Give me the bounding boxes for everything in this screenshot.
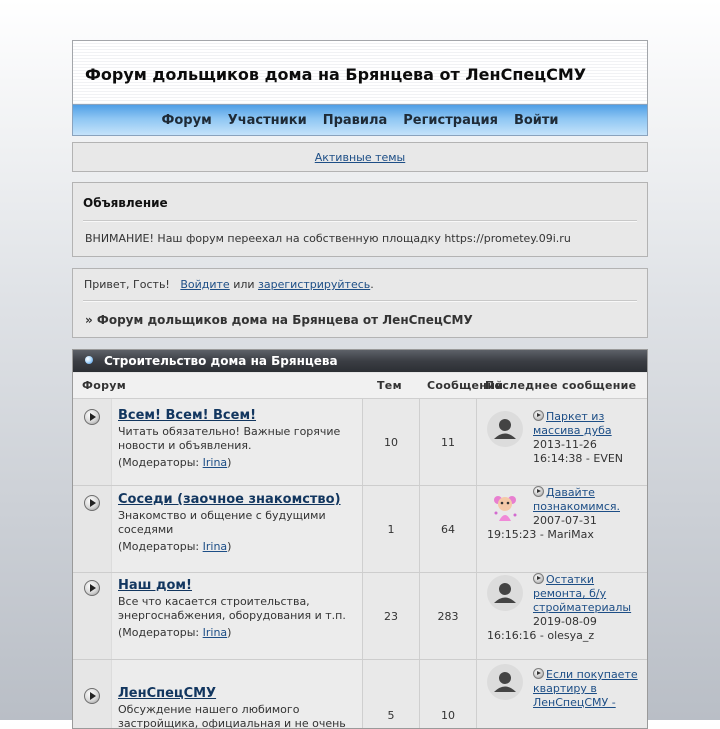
forum-moderators: (Модераторы: Irina) [118,456,232,469]
forum-status-icon [84,688,100,704]
forum-row[interactable] [73,399,647,486]
nav-login[interactable]: Войти [513,112,559,128]
col-topics: Тем [377,379,402,392]
message-count: 11 [419,399,476,485]
forum-moderators: (Модераторы: Irina) [118,626,232,639]
greeting-text: Привет, Гость! [84,278,170,291]
forum-link[interactable]: Всем! Всем! Всем! [118,408,257,423]
last-post-meta: 2007-07-31 19:15:23 - MariMax [487,514,597,541]
announcement-heading: Объявление [83,196,168,210]
message-count: 283 [419,573,476,659]
moderator-link[interactable]: Irina [202,540,228,553]
period: . [370,278,374,291]
forum-row[interactable] [73,660,647,729]
column-headers [73,373,647,399]
category-header [73,350,647,372]
go-to-post-icon [533,573,544,584]
login-link[interactable]: Войдите [180,278,230,291]
go-to-post-icon [533,668,544,679]
announcement-text: ВНИМАНИЕ! Наш форум переехал на собственную площадку https://prometey.09i.ru [85,232,571,245]
nav-rules[interactable]: Правила [322,112,388,128]
breadcrumb: » Форум дольщиков дома на Брянцева от ЛенСпецСМУ [85,313,473,327]
forum-moderators: (Модераторы: Irina) [118,540,232,553]
forum-status-icon [84,580,100,596]
greeting-box [72,268,648,338]
nav-register[interactable]: Регистрация [403,112,498,128]
go-to-post-icon [533,486,544,497]
forum-link[interactable]: Соседи (заочное знакомство) [118,492,341,507]
last-post-meta: 2013-11-26 16:14:38 - EVEN [533,438,624,465]
forum-description: Читать обязательно! Важные горячие новости и объявления. [118,425,341,452]
last-post-meta: 2019-08-09 16:16:16 - olesya_z [487,615,597,642]
message-count: 10 [419,660,476,729]
nav-members[interactable]: Участники [227,112,307,128]
topic-count: 23 [362,573,419,659]
forum-description: Знакомство и общение с будущими соседями [118,509,326,536]
forum-link[interactable]: ЛенСпецСМУ [118,686,217,701]
divider [83,220,637,222]
forum-description: Все что касается строительства, энергоснабжения, оборудования и т.п. [118,595,346,622]
last-post-link[interactable]: Давайте познакомимся. [533,486,620,513]
main-nav [72,104,648,136]
forum-status-icon [84,409,100,425]
message-count: 64 [419,486,476,572]
last-post-link[interactable]: Остатки ремонта, б/у стройматериалы [533,573,632,614]
divider [83,300,637,302]
forum-row[interactable] [73,486,647,573]
topic-count: 5 [362,660,419,729]
bullet-icon [85,356,93,364]
forum-title: Форум дольщиков дома на Брянцева от ЛенСпецСМУ [85,65,587,84]
topic-count: 10 [362,399,419,485]
nav-forum[interactable]: Форум [161,112,212,128]
last-post-link[interactable]: Паркет из массива дуба [533,410,612,437]
greeting-line [84,278,374,291]
col-messages: Сообщений [427,379,504,392]
category-table [72,349,648,729]
moderator-link[interactable]: Irina [202,456,228,469]
category-title: Строительство дома на Брянцева [104,354,338,368]
forum-link[interactable]: Наш дом! [118,578,192,593]
announcement-box [72,182,648,257]
forum-description: Обсуждение нашего любимого застройщика, официальная и не очень [118,703,346,729]
or-text: или [233,278,255,291]
active-topics-link[interactable]: Активные темы [314,150,406,164]
moderator-link[interactable]: Irina [202,626,228,639]
topic-count: 1 [362,486,419,572]
col-forum: Форум [82,379,127,392]
forum-row[interactable] [73,573,647,660]
forum-header [72,40,648,104]
col-last-post: Последнее сообщение [485,379,637,392]
register-link[interactable]: зарегистрируйтесь [258,278,371,291]
last-post-link[interactable]: Если покупаете квартиру в ЛенСпецСМУ - [533,668,638,709]
forum-status-icon [84,495,100,511]
go-to-post-icon [533,410,544,421]
active-topics-bar [72,142,648,172]
